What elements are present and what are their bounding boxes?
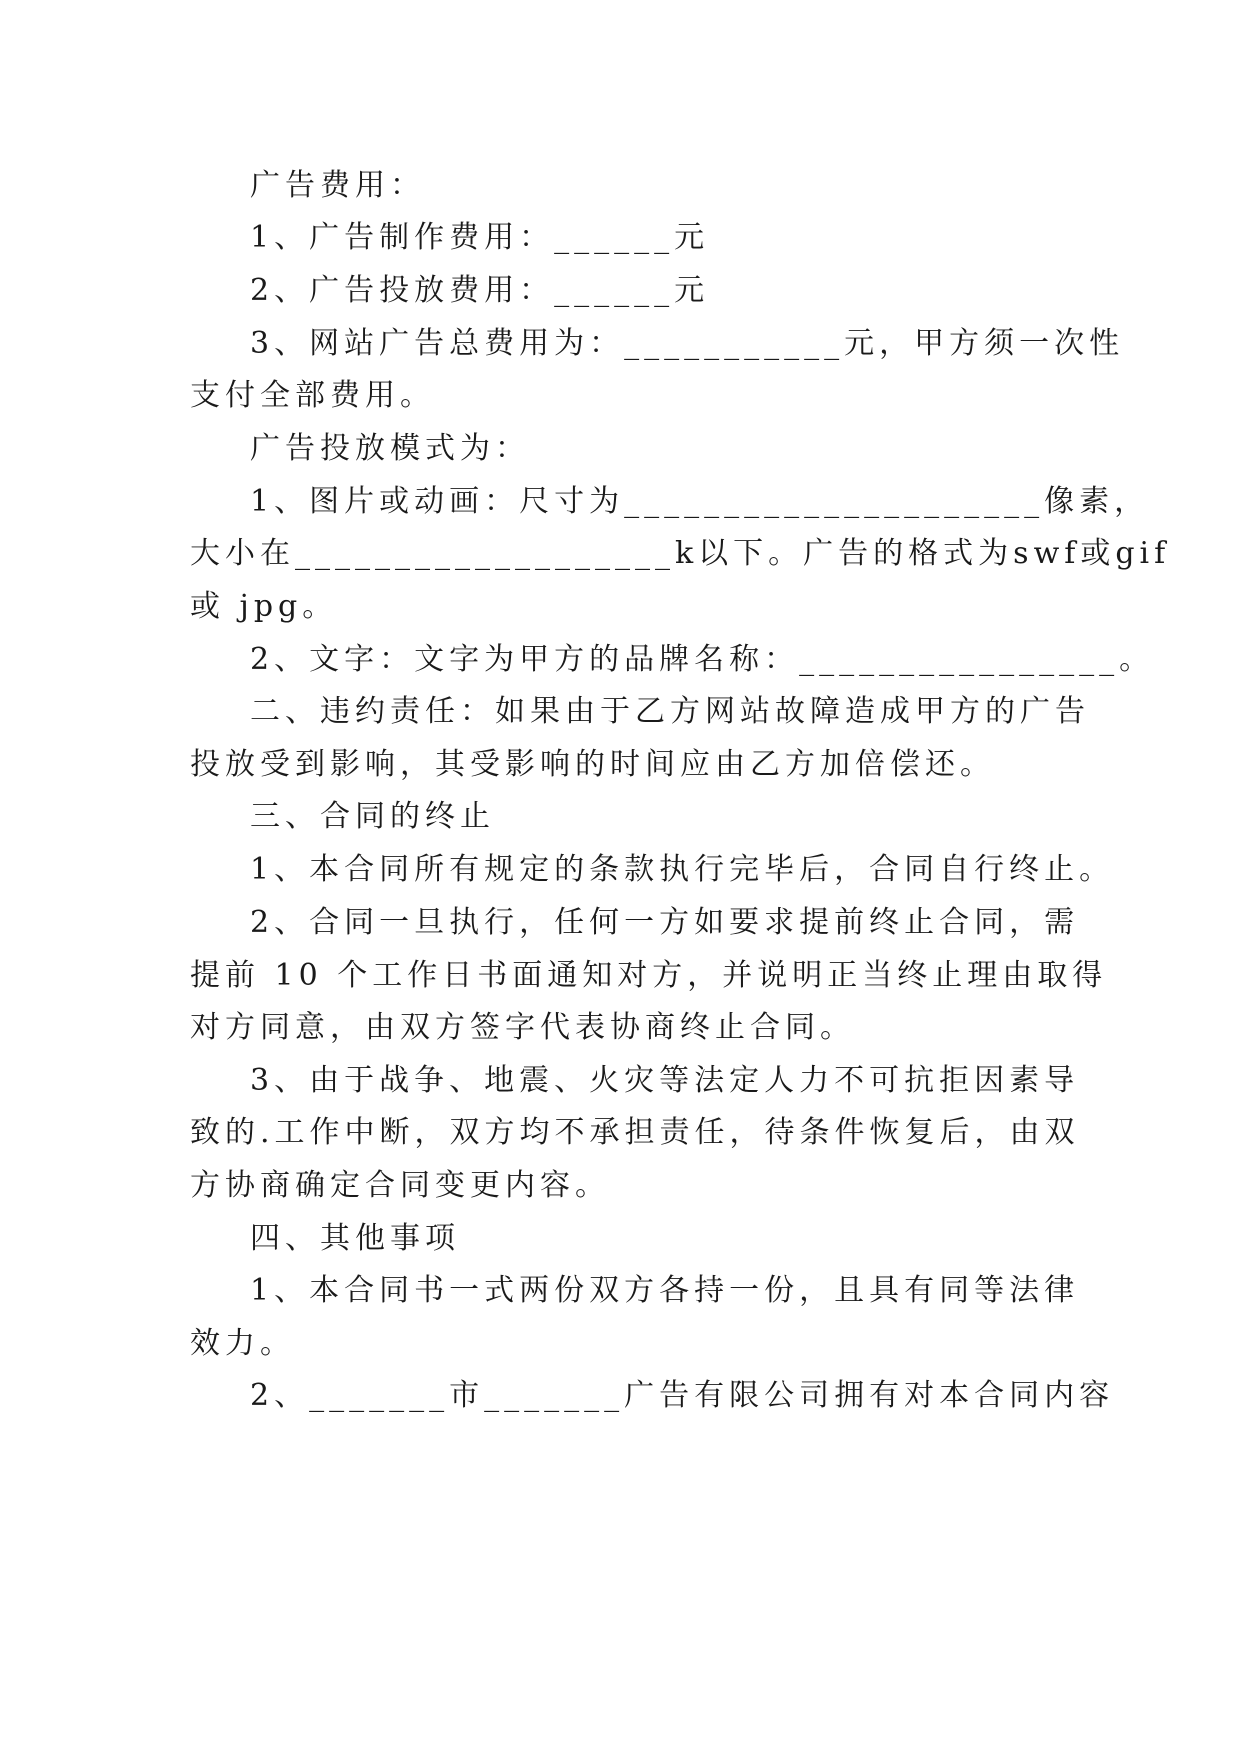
mode-item-text: 2、文字：文字为甲方的品牌名称：________________。 [250, 642, 1155, 677]
mode-item-image-cont-1: 大小在___________________k以下。广告的格式为swf或gif [190, 536, 1171, 571]
mode-item-image: 1、图片或动画：尺寸为_____________________像素， [250, 484, 1150, 519]
termination-item-2-cont-1: 提前 10 个工作日书面通知对方，并说明正当终止理由取得 [190, 958, 1108, 993]
termination-item-2: 2、合同一旦执行，任何一方如要求提前终止合同，需 [250, 905, 1080, 940]
other-item-1: 1、本合同书一式两份双方各持一份，且具有同等法律 [250, 1273, 1080, 1308]
other-item-2: 2、_______市_______广告有限公司拥有对本合同内容 [250, 1378, 1115, 1413]
clause-breach-cont: 投放受到影响，其受影响的时间应由乙方加倍偿还。 [190, 747, 995, 782]
termination-item-3-cont-2: 方协商确定合同变更内容。 [190, 1168, 610, 1203]
fee-item-total-cont: 支付全部费用。 [190, 378, 435, 413]
termination-item-2-cont-2: 对方同意，由双方签字代表协商终止合同。 [190, 1010, 855, 1045]
section-heading-other: 四、其他事项 [250, 1221, 460, 1256]
termination-item-3: 3、由于战争、地震、火灾等法定人力不可抗拒因素导 [250, 1063, 1080, 1098]
mode-item-image-cont-2: 或 jpg。 [190, 589, 338, 624]
fee-item-placement: 2、广告投放费用：______元 [250, 273, 710, 308]
section-heading-fees: 广告费用： [250, 168, 425, 203]
termination-item-3-cont-1: 致的.工作中断，双方均不承担责任，待条件恢复后，由双 [190, 1115, 1080, 1150]
section-heading-mode: 广告投放模式为： [250, 431, 530, 466]
clause-breach: 二、违约责任：如果由于乙方网站故障造成甲方的广告 [250, 694, 1090, 729]
fee-item-total: 3、网站广告总费用为：___________元，甲方须一次性 [250, 326, 1125, 361]
section-heading-termination: 三、合同的终止 [250, 799, 495, 834]
termination-item-1: 1、本合同所有规定的条款执行完毕后，合同自行终止。 [250, 852, 1115, 887]
other-item-1-cont: 效力。 [190, 1326, 295, 1361]
fee-item-production: 1、广告制作费用：______元 [250, 220, 710, 255]
